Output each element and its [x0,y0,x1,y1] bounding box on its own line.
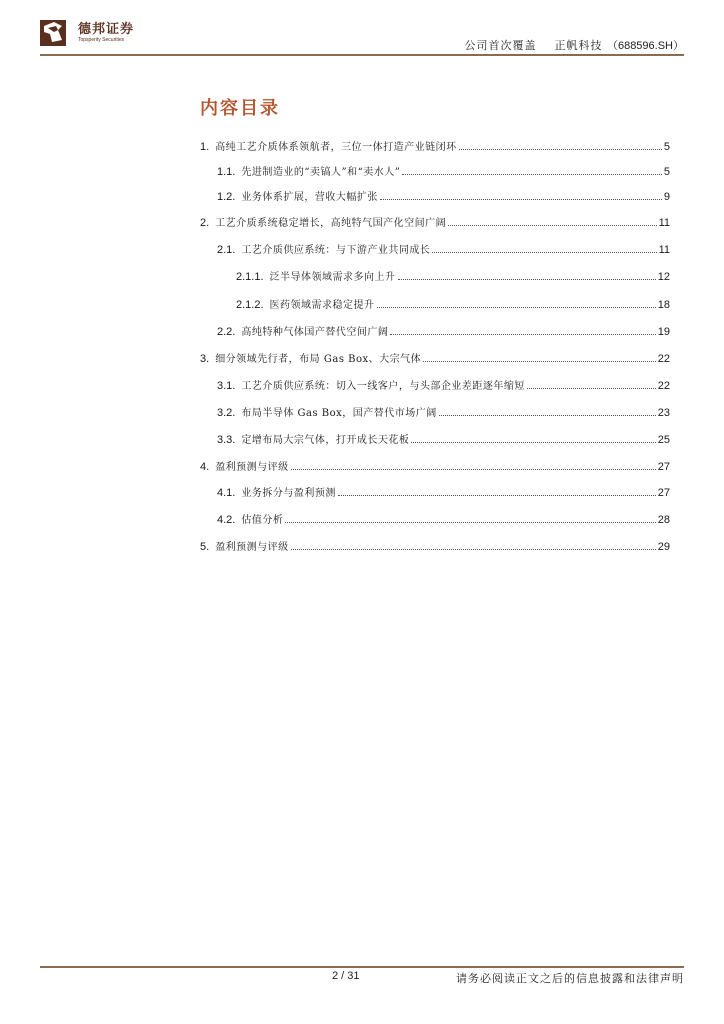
toc-entry-label: 估值分析 [241,515,284,526]
toc-entry-label: 高纯工艺介质体系领航者，三位一体打造产业链闭环 [215,142,457,153]
toc-entry-number: 4. [200,461,210,473]
toc-entry-label: 细分领域先行者，布局 Gas Box、大宗气体 [215,354,422,365]
report-header [464,37,684,53]
toc-entry-label: 业务体系扩展，营收大幅扩张 [241,192,378,203]
toc-entry-label: 泛半导体领域需求多向上升 [269,272,396,283]
logo-mark-icon [40,16,72,48]
toc-entry-label: 工艺介质系统稳定增长，高纯特气国产化空间广阔 [215,218,447,229]
toc-entry-page: 22 [657,380,670,392]
toc-entry-page: 5 [663,166,670,178]
toc-entry-label: 先进制造业的“卖镐人”和“卖水人” [241,167,401,178]
toc-entry-number: 1.1. [217,166,236,178]
toc-entry[interactable] [217,188,670,204]
toc-entry-number: 4.2. [217,514,236,526]
toc-entry-number: 3.2. [217,407,236,419]
toc-entry[interactable] [217,404,670,420]
toc-entry[interactable] [217,323,670,339]
toc-entry-page: 23 [657,407,670,419]
company-name: 正帆科技 [554,39,603,52]
toc-dot-leader [459,149,662,150]
toc-dot-leader [527,388,656,389]
toc-entry-number: 3. [200,353,210,365]
toc-entry-label: 业务拆分与盈利预测 [241,488,336,499]
toc-entry-page: 9 [663,191,670,203]
toc-entry-page: 27 [657,461,670,473]
toc-dot-leader [439,415,656,416]
toc-entry-page: 11 [658,217,670,229]
company-logo [40,14,150,50]
toc-entry-label: 盈利预测与评级 [215,542,289,553]
toc-entry-label: 高纯特种气体国产替代空间广阔 [241,327,389,338]
toc-entry-page: 29 [657,541,670,553]
logo-chinese-name: 德邦证券 [78,22,135,37]
toc-entry[interactable] [217,484,670,500]
toc-dot-leader [380,199,662,200]
toc-entry[interactable] [217,431,670,447]
toc-entry-label: 布局半导体 Gas Box，国产替代市场广阔 [241,408,437,419]
toc-entry[interactable] [217,377,670,393]
toc-entry-page: 19 [657,326,670,338]
report-type: 公司首次覆盖 [464,39,537,52]
page-number: 2 / 31 [332,970,360,982]
toc-dot-leader [432,252,656,253]
toc-dot-leader [377,307,656,308]
stock-code: （688596.SH） [606,40,684,52]
toc-entry-number: 5. [200,541,210,553]
toc-entry-page: 28 [657,514,670,526]
toc-entry[interactable] [200,214,670,230]
toc-title: 内容目录 [200,98,280,119]
toc-entry-label: 工艺介质供应系统：切入一线客户，与头部企业差距逐年缩短 [241,381,525,392]
toc-entry-page: 5 [663,141,670,153]
toc-entry-page: 22 [657,353,670,365]
toc-entry-label: 医药领域需求稳定提升 [269,300,375,311]
toc-entry-number: 1. [200,141,210,153]
toc-entry-label: 盈利预测与评级 [215,462,289,473]
toc-entry[interactable] [200,538,670,554]
toc-dot-leader [285,522,655,523]
toc-entry-number: 2.1.2. [236,299,264,311]
toc-entry-page: 18 [657,299,670,311]
toc-entry-number: 4.1. [217,487,236,499]
toc-entry-page: 12 [657,271,670,283]
toc-dot-leader [423,361,656,362]
toc-entry[interactable] [217,241,670,257]
toc-entry-number: 3.1. [217,380,236,392]
toc-entry-number: 3.3. [217,434,236,446]
toc-entry[interactable] [217,163,670,179]
toc-entry-number: 2.2. [217,326,236,338]
toc-entry-number: 2. [200,217,210,229]
toc-entry[interactable] [217,511,670,527]
toc-entry-number: 2.1. [217,244,236,256]
toc-entry-page: 11 [658,244,670,256]
toc-entry[interactable] [236,268,670,284]
logo-english-name: Topsperity Securities [78,37,125,43]
toc-entry-number: 1.2. [217,191,236,203]
toc-dot-leader [291,469,656,470]
legal-disclaimer: 请务必阅读正文之后的信息披露和法律声明 [456,972,684,985]
toc-entry[interactable] [200,350,670,366]
toc-entry[interactable] [200,458,670,474]
toc-dot-leader [448,225,656,226]
toc-dot-leader [291,549,656,550]
toc-entry-label: 定增布局大宗气体，打开成长天花板 [241,435,410,446]
toc-dot-leader [402,174,662,175]
toc-entry-page: 27 [657,487,670,499]
footer-divider [40,966,684,968]
toc-entry-label: 工艺介质供应系统：与下游产业共同成长 [241,245,431,256]
toc-dot-leader [398,279,656,280]
toc-dot-leader [338,495,656,496]
header-divider [40,54,684,56]
toc-entry[interactable] [200,138,670,154]
toc-entry-page: 25 [657,434,670,446]
toc-entry-number: 2.1.1. [236,271,264,283]
toc-dot-leader [390,334,655,335]
toc-dot-leader [411,442,655,443]
toc-entry[interactable] [236,296,670,312]
